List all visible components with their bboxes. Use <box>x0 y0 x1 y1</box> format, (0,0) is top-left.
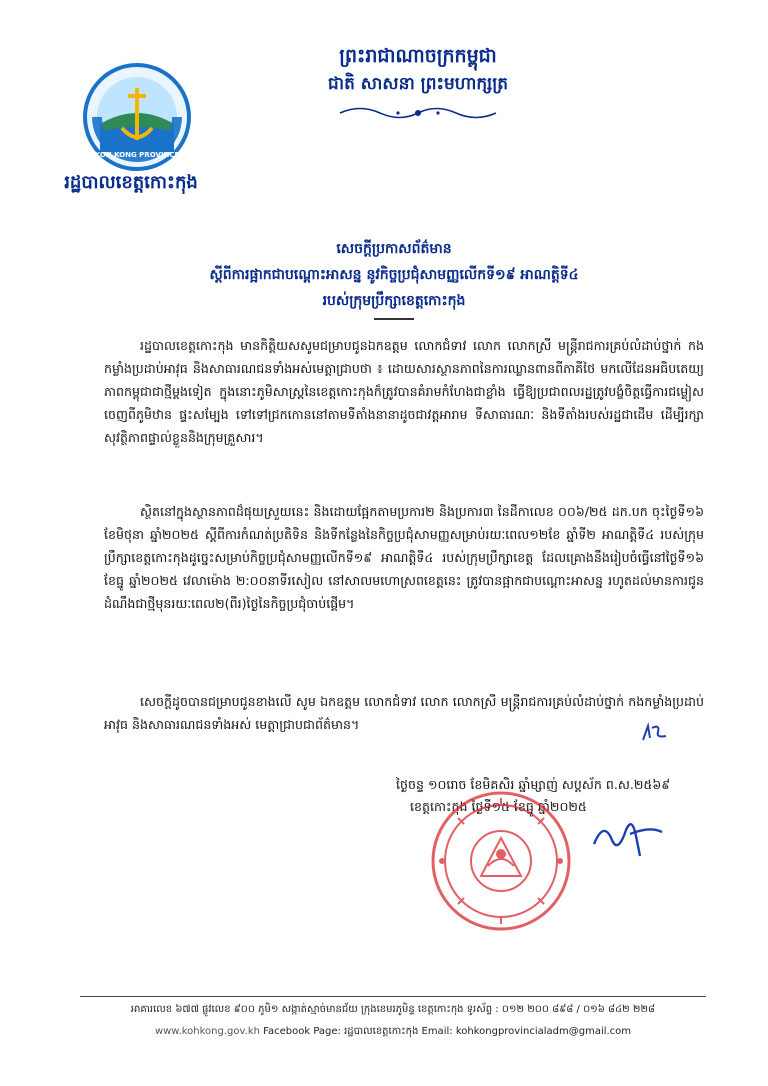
signature-mark <box>590 810 666 862</box>
facebook-label: Facebook Page: <box>263 1026 341 1037</box>
body-paragraph-2: ស្ថិតនៅក្នុងស្ថានភាពដ៏ផុយស្រួយនេះ និងដោយផ្អែកតាមប្រការ២ និងប្រការ៣ នៃដីកាលេខ ០០៦/២៥ ដក.បក ចុះថ្ងៃទី១៦ ខែមិថុនា ឆ្នាំ២០២៥ ស្តីពីការកំណត់ប្រតិទិន និងទីកន្លែងនៃកិច្ចប្រជុំសាមញ្ញសម្រាប់រយៈពេល១២ខែ ឆ្នាំទី២ អាណត្តិទី៤ របស់ក្រុមប្រឹក្សាខេត្តកោះកុងដូច្នេះសម្រាប់កិច្ចប្រជុំសាមញ្ញលើកទី១៩ អាណត្តិទី៤ របស់ក្រុមប្រឹក្សាខេត្ត ដែលគ្រោងនឹងរៀបចំធ្វើនៅថ្ងៃទី១៦ ខែធ្នូ ឆ្នាំ២០២៥ វេលាម៉ោង ២:០០នាទីរសៀល នៅសាលមហោស្រពខេត្តនេះ ត្រូវបានផ្អាកជាបណ្តោះអាសន្ន រហូតដល់មានការជូនដំណឹងជាថ្មីមុនរយៈពេល២(ពីរ)ថ្ងៃនៃកិច្ចប្រជុំចាប់ផ្តើម។ <box>104 504 704 611</box>
logo-caption: KOH KONG PROVINCE <box>94 151 180 159</box>
footer-address: អាគារលេខ ៦៧៧ ផ្លូវលេខ ៩០០ ភូមិ១ សង្កាត់ស្មាច់មានជ័យ ក្រុងខេមរភូមិន្ទ ខេត្តកោះកុង ទូរស័ព្ទ : ០១២ ២០០ ៨៩៨ / ០១៦ ៨៤២ ២២៨ <box>130 1004 656 1015</box>
official-seal-stamp <box>428 788 574 934</box>
announcement-title <box>60 236 728 314</box>
body-paragraph-3: សេចក្តីដូចបានជម្រាបជូនខាងលើ សូម ឯកឧត្តម លោកជំទាវ លោក លោកស្រី មន្ត្រីរាជការគ្រប់លំដាប់ថ្នាក់ កងកម្លាំងប្រដាប់អាវុធ និងសាធារណជនទាំងអស់ មេត្តាជ្រាបជាព័ត៌មាន។ <box>104 694 704 732</box>
solar-date: ខេត្តកោះកុង ថ្ងៃទី១៥ ខែធ្នូ ឆ្នាំ២០២៥ <box>410 799 587 814</box>
body-paragraph-1: រដ្ឋបាលខេត្តកោះកុង មានកិត្តិយសសូមជម្រាបជូនឯកឧត្តម លោកជំទាវ លោក លោកស្រី មន្ត្រីរាជការគ្រប់លំដាប់ថ្នាក់ កងកម្លាំងប្រដាប់អាវុធ និងសាធារណជនទាំងអស់មេត្តាជ្រាបថា ៖ ដោយសារស្ថានភាពនៃការឈ្លានពានពីភាគីថៃ មកលើដែនអធិបតេយ្យភាពកម្ពុជាជាថ្មីម្តងទៀត ក្នុងនោះភូមិសាស្ត្រនៃខេត្តកោះកុងក៏ត្រូវបានគំរាមកំហែងជាខ្លាំង ធ្វើឱ្យប្រជាពលរដ្ឋត្រូវបង្ខំចិត្តធ្វើការជម្លៀសចេញពីភូមិឋាន ផ្ទះសម្បែង ទៅទៅជ្រកកោននៅតាមទីតាំងនានាដូចជាវត្តអារាម ទីសាធារណៈ និងទីតាំងរបស់រដ្ឋជាដើម ដើម្បីរក្សាសុវត្ថិភាពផ្ទាល់ខ្លួននិងក្រុមគ្រួសារ។ <box>104 338 704 445</box>
title-line-3: របស់ក្រុមប្រឹក្សាខេត្តកោះកុង <box>322 293 466 309</box>
decorative-ornament-icon <box>330 104 506 122</box>
title-divider <box>374 318 414 320</box>
footer-divider <box>80 996 706 997</box>
email-label: Email: <box>421 1026 453 1037</box>
website-link[interactable]: www.kohkong.gov.kh <box>154 1026 260 1037</box>
email-address[interactable]: kohkongprovincialadm@gmail.com <box>455 1026 632 1037</box>
title-line-1: សេចក្តីប្រកាសព័ត៌មាន <box>336 241 452 257</box>
national-motto: ជាតិ សាសនា ព្រះមហាក្សត្រ <box>327 74 509 94</box>
lunar-date: ថ្ងៃចន្ទ ១០រោច ខែមិគសិរ ឆ្នាំម្សាញ់ សប្តស័ក ព.ស.២៥៦៩ <box>396 777 671 792</box>
kingdom-heading: ព្រះរាជាណាចក្រកម្ពុជា <box>339 45 497 67</box>
facebook-page-name[interactable]: រដ្ឋបាលខេត្តកោះកុង <box>344 1026 419 1037</box>
footer-contacts <box>80 1024 706 1039</box>
provincial-administration-name: រដ្ឋបាលខេត្តកោះកុង <box>64 172 198 193</box>
koh-kong-province-logo <box>82 62 192 172</box>
initials-mark-icon <box>640 722 670 744</box>
title-line-2: ស្តីពីការផ្អាកជាបណ្តោះអាសន្ន នូវកិច្ចប្រជុំសាមញ្ញលើកទី១៩ អាណត្តិទី៤ <box>209 267 579 283</box>
